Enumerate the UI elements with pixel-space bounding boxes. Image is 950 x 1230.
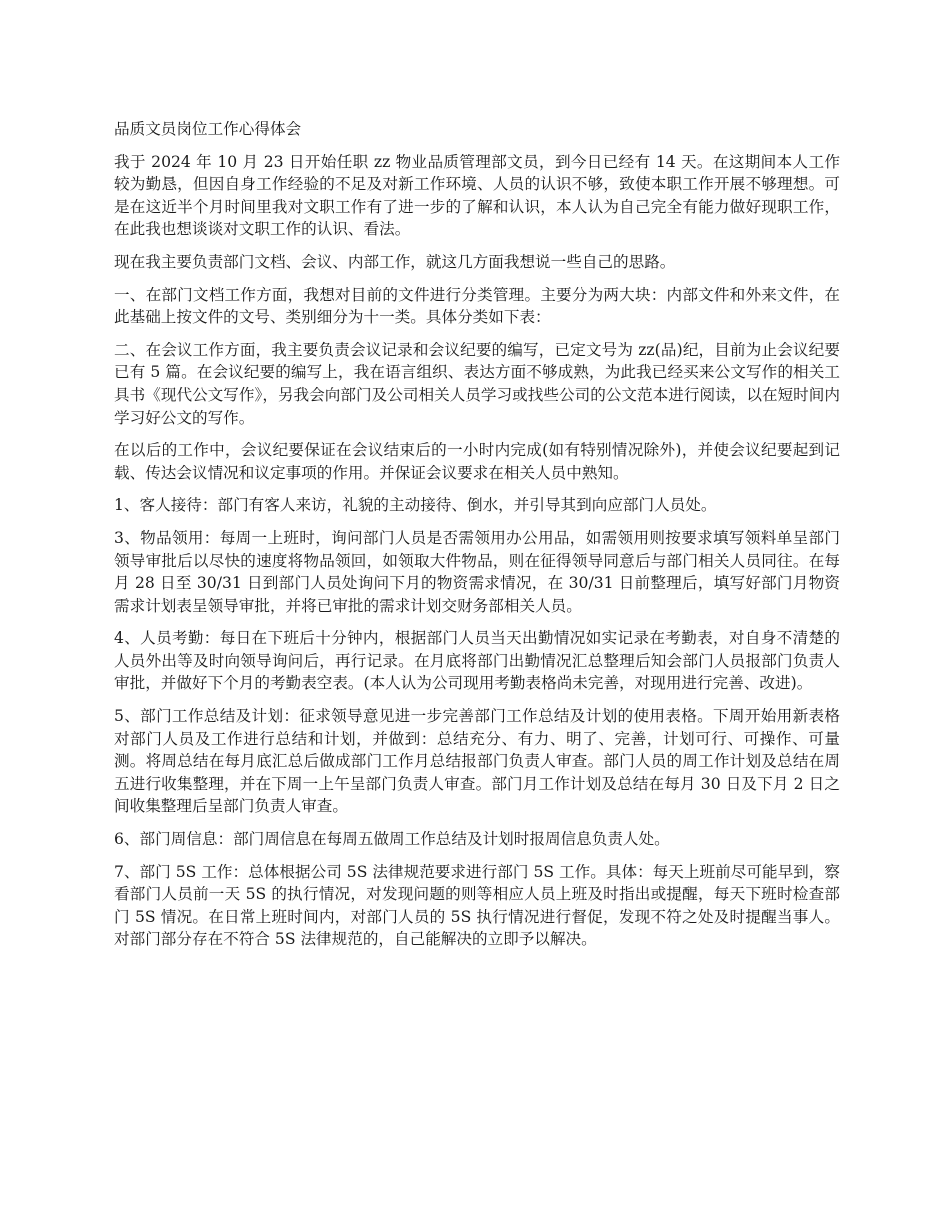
paragraph-supplies: 3、物品领用：每周一上班时，询问部门人员是否需领用办公用品，如需领用则按要求填写领料单呈部门领导审批后以尽快的速度将物品领回，如领取大件物品，则在征得领导同意后与部门相关人员同往。在每月 28 日至 30/31 日到部门人员处询问下月的物资需求情况，在 30/31 日前整理后，填写好部门月物资需求计划表呈领导审批，并将已审批的需求计划交财务部相关人员。 [114, 528, 840, 615]
paragraph-intro: 我于 2024 年 10 月 23 日开始任职 zz 物业品质管理部文员，到今日已经有 14 天。在这期间本人工作较为勤恳，但因自身工作经验的不足及对新工作环境、人员的认识不够，致使本职工作开展不够理想。可是在这近半个月时间里我对文职工作有了进一步的了解和认识，本人认为自己完全有能力做好现职工作，在此我也想谈谈对文职工作的认识、看法。 [114, 152, 840, 239]
paragraph-summary-plan: 5、部门工作总结及计划：征求领导意见进一步完善部门工作总结及计划的使用表格。下周开始用新表格对部门人员及工作进行总结和计划，并做到：总结充分、有力、明了、完善，计划可行、可操作、可量测。将周总结在每月底汇总后做成部门工作月总结报部门负责人审查。部门人员的周工作计划及总结在周五进行收集整理，并在下周一上午呈部门负责人审查。部门月工作计划及总结在每月 30 日及下月 2 日之间收集整理后呈部门负责人审查。 [114, 707, 840, 816]
paragraph-5s: 7、部门 5S 工作：总体根据公司 5S 法律规范要求进行部门 5S 工作。具体：每天上班前尽可能早到，察看部门人员前一天 5S 的执行情况，对发现问题的则等相应人员上班及时指出或提醒，每天下班时检查部门 5S 情况。在日常上班时间内，对部门人员的 5S 执行情况进行督促，发现不符之处及时提醒当事人。对部门部分存在不符合 5S 法律规范的，自己能解决的立即予以解决。 [114, 862, 840, 949]
paragraph-attendance: 4、人员考勤：每日在下班后十分钟内，根据部门人员当天出勤情况如实记录在考勤表，对自身不清楚的人员外出等及时向领导询问后，再行记录。在月底将部门出勤情况汇总整理后知会部门人员报部门负责人审批，并做好下个月的考勤表空表。(本人认为公司现用考勤表格尚未完善，对现用进行完善、改进)。 [114, 629, 840, 693]
paragraph-weekly-info: 6、部门周信息：部门周信息在每周五做周工作总结及计划时报周信息负责人处。 [114, 830, 670, 849]
paragraph-documents: 一、在部门文档工作方面，我想对目前的文件进行分类管理。主要分为两大块：内部文件和外来文件，在此基础上按文件的文号、类别细分为十一类。具体分类如下表： [114, 285, 840, 327]
paragraph-responsibilities: 现在我主要负责部门文档、会议、内部工作，就这几方面我想说一些自己的思路。 [114, 252, 676, 271]
paragraph-meeting-minutes: 在以后的工作中，会议纪要保证在会议结束后的一小时内完成(如有特别情况除外)，并使会议纪要起到记载、传达会议情况和议定事项的作用。并保证会议要求在相关人员中熟知。 [114, 441, 840, 482]
document-page [114, 118, 840, 961]
paragraph-meetings: 二、在会议工作方面，我主要负责会议记录和会议纪要的编写，已定文号为 zz(品)纪，目前为止会议纪要已有 5 篇。在会议纪要的编写上，我在语言组织、表达方面不够成熟，为此我已经买来公文写作的相关工具书《现代公文写作》，另我会向部门及公司相关人员学习或找些公司的公文范本进行阅读，以在短时间内学习好公文的写作。 [114, 340, 840, 427]
document-title: 品质文员岗位工作心得体会 [114, 120, 302, 138]
paragraph-guest-reception: 1、客人接待：部门有客人来访，礼貌的主动接待、倒水，并引导其到向应部门人员处。 [114, 496, 717, 515]
